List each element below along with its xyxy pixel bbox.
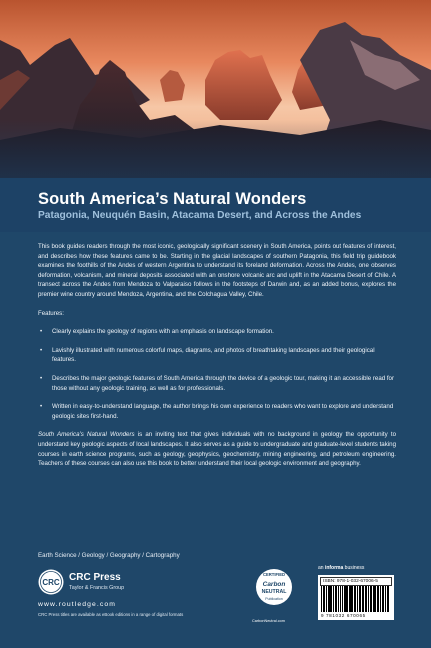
mountain-landscape-image — [0, 0, 431, 178]
barcode-bar — [383, 586, 384, 612]
feature-item — [38, 346, 396, 365]
barcode-digits: 9 781032 670065 — [321, 613, 366, 618]
cn-publication-text: Publication — [265, 597, 283, 601]
barcode-bar — [363, 586, 364, 612]
barcode-bar — [347, 586, 348, 612]
closing-text: is an inviting text that gives individuals with no background in geology the opportunity to understand key geologic aspects of local landscapes. It also serves as a guide to undergraduate and graduate-level students taking courses in earth science programs, such as geology, geophysics, geochemistry, mining engineering, and petroleum engineering. Teachers of these courses can also use this book to better understand their local geologic environment and geography. — [38, 431, 396, 468]
book-subtitle: Patagonia, Neuquén Basin, Atacama Desert, and Across the Andes — [38, 210, 362, 221]
cover-photo-mountains — [0, 0, 431, 178]
barcode-bar — [357, 586, 358, 612]
bullet-icon: • — [40, 403, 43, 411]
barcode-bar — [368, 586, 369, 612]
informa-brand: informa — [324, 565, 344, 571]
cn-neutral-text: NEUTRAL — [261, 589, 287, 595]
isbn-label: ISBN: 978-1-032-67006-5 — [320, 577, 392, 586]
back-cover-text — [38, 242, 396, 478]
informa-suffix: business — [343, 565, 365, 571]
feature-item — [38, 374, 396, 393]
features-list — [38, 327, 396, 421]
publisher-group: Taylor & Francis Group — [69, 585, 125, 591]
feature-text: Lavishly illustrated with numerous colorful maps, diagrams, and photos of breathtaking landscapes and their geological features. — [52, 346, 375, 364]
informa-prefix: an — [318, 565, 325, 571]
cn-certified-text: CERTIFIED — [262, 572, 286, 577]
barcode-bar — [336, 586, 337, 612]
publisher-name: CRC Press — [69, 572, 121, 583]
bullet-icon: • — [40, 346, 43, 354]
barcode-bar — [326, 586, 327, 612]
barcode-bar — [388, 586, 389, 612]
subject-categories: Earth Science / Geology / Geography / Cartography — [38, 552, 180, 559]
feature-item — [38, 327, 396, 337]
barcode-panel — [318, 575, 394, 620]
carbon-neutral-url: CarbonNeutral.com — [252, 619, 285, 623]
book-title: South America’s Natural Wonders — [38, 190, 307, 208]
ebook-note: CRC Press titles are available as eBook editions in a range of digital formats — [38, 612, 184, 617]
barcode-bar — [342, 586, 343, 612]
cn-carbon-text: Carbon — [262, 581, 286, 588]
publisher-url: www.routledge.com — [38, 601, 117, 608]
closing-paragraph — [38, 430, 396, 468]
feature-text: Describes the major geologic features of South America through the device of a geologic tour, making it an accessible read for those without any geologic training, as well as for professionals. — [52, 374, 395, 392]
features-heading: Features: — [38, 309, 64, 317]
barcode-bar — [331, 586, 332, 612]
feature-text: Clearly explains the geology of regions with an emphasis on landscape formation. — [52, 328, 274, 336]
bullet-icon: • — [40, 328, 43, 336]
closing-title-italic: South America’s Natural Wonders — [38, 431, 135, 439]
barcode-bar — [352, 586, 353, 612]
barcode-bar — [378, 586, 379, 612]
carbon-neutral-logo-icon — [254, 566, 294, 618]
barcode-bars — [321, 586, 391, 612]
crc-logo-text: CRC — [42, 578, 60, 587]
feature-text: Written in easy-to-understand language, the author brings his own experience to readers who want to explore and understand geologic sites first-hand. — [52, 403, 394, 420]
informa-business-line — [318, 565, 364, 571]
barcode-bar — [373, 586, 374, 612]
crc-press-logo-icon — [38, 569, 64, 595]
description-paragraph: This book guides readers through the most iconic, geologically significant scenery in South America, points out features of interest, and describes how these features came to be. Starting in the glacial landscapes of southern Patagonia, this field trip guidebook examines the foothills of the Andes of western Argentina to understand its foreland deformation. Across the Andes, one observes deformation, volcanism, and mineral deposits associated with an onshore volcanic arc and uplift in the Atacama Desert of Chile. A transect across the Andes from Mendoza to Valparaiso follows in the footsteps of Darwin and, as an added bonus, explores the premier wine country around Mendoza, Argentina, and the Colchagua Valley, Chile. — [38, 243, 396, 298]
barcode-bar — [321, 586, 322, 612]
bullet-icon: • — [40, 374, 43, 382]
feature-item — [38, 402, 396, 421]
